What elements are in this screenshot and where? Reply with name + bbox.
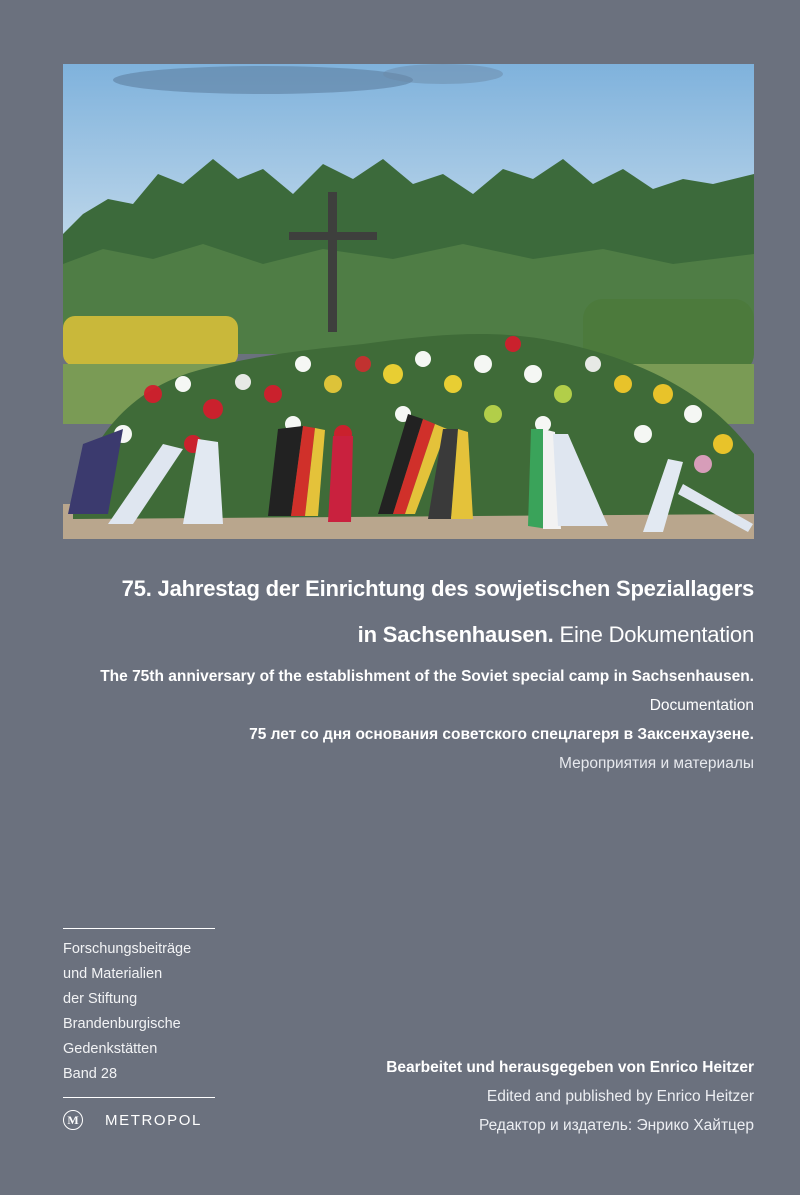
editor-german: Bearbeitet und herausgegeben von Enrico Heitzer xyxy=(386,1059,754,1076)
main-title-line2 xyxy=(40,612,754,658)
main-title-line1: 75. Jahrestag der Einrichtung des sowjetischen Speziallagers xyxy=(121,576,754,601)
bottom-divider xyxy=(63,1097,215,1098)
publisher xyxy=(63,1110,215,1130)
russian-subtitle: Мероприятия и материалы xyxy=(559,755,754,772)
publisher-name: METROPOL xyxy=(105,1111,202,1129)
editors-block xyxy=(386,1053,754,1140)
series-lines xyxy=(63,929,215,1097)
series-line: Gedenkstätten xyxy=(63,1041,158,1057)
series-info xyxy=(63,928,215,1130)
editor-english: Edited and published by Enrico Heitzer xyxy=(486,1088,754,1105)
main-title-subtitle: Eine Dokumentation xyxy=(559,622,754,647)
editor-russian: Редактор и издатель: Энрико Хайтцер xyxy=(478,1117,754,1134)
english-title: The 75th anniversary of the establishment of the Soviet special camp in Sachsenhausen. xyxy=(100,668,754,685)
title-block xyxy=(40,566,754,778)
publisher-logo-icon: M xyxy=(63,1110,83,1130)
series-volume: Band 28 xyxy=(63,1066,118,1082)
series-line: Forschungsbeiträge xyxy=(63,941,192,957)
english-subtitle: Documentation xyxy=(649,697,754,714)
russian-title: 75 лет со дня основания советского спецлагеря в Заксенхаузене. xyxy=(249,726,754,743)
memorial-wreaths-photo xyxy=(63,64,754,539)
series-line: Brandenburgische xyxy=(63,1016,181,1032)
series-line: und Materialien xyxy=(63,966,163,982)
main-title-place: in Sachsenhausen. xyxy=(357,622,554,647)
cover-photo xyxy=(63,64,754,539)
series-line: der Stiftung xyxy=(63,991,138,1007)
